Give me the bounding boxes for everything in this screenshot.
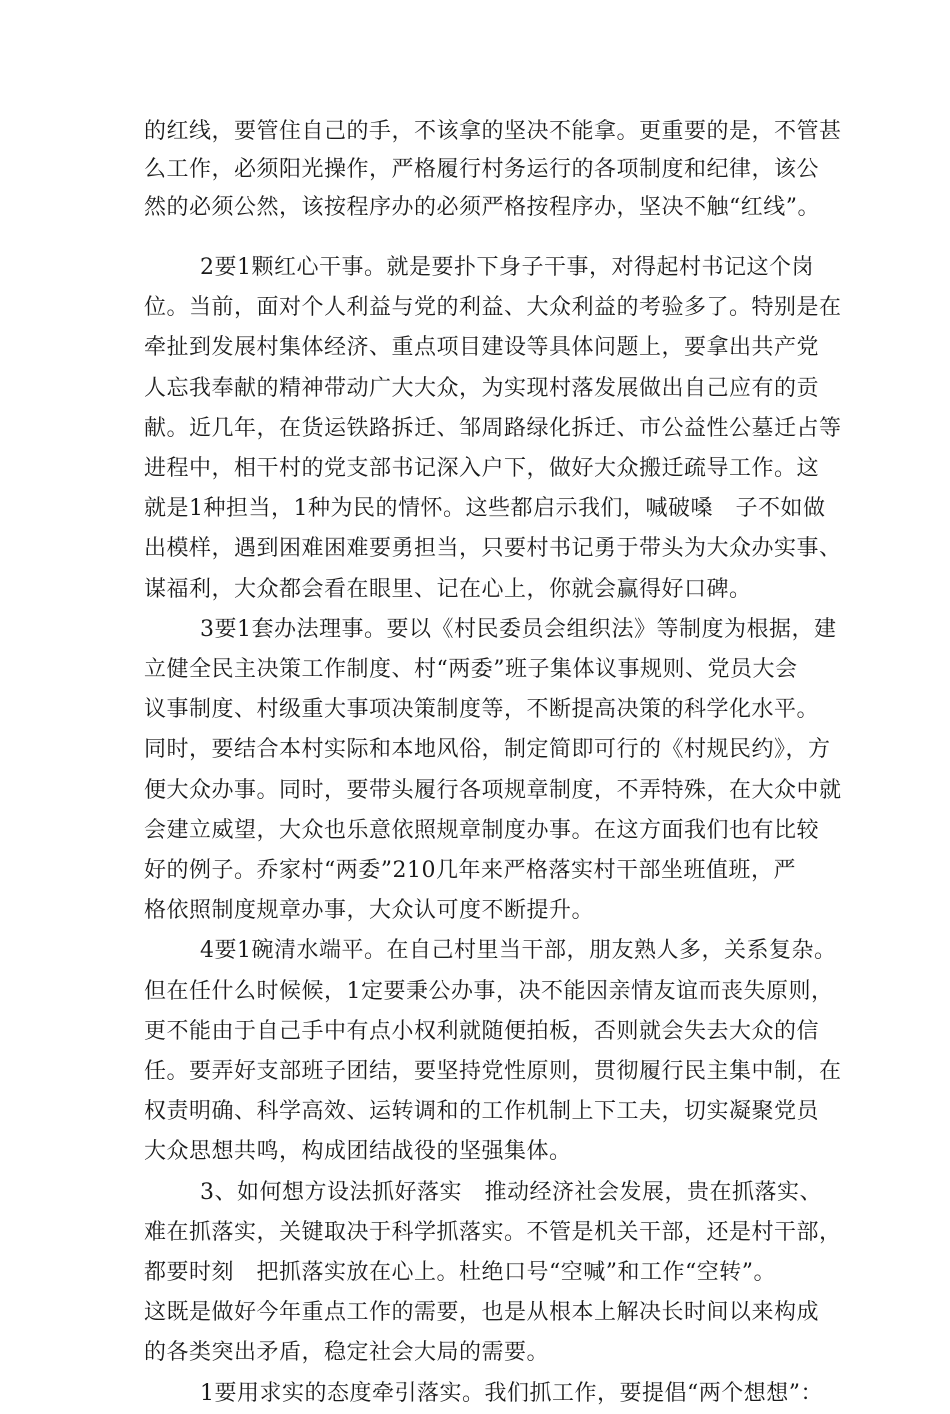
text-line: 更不能由于自己手中有点小权利就随便拍板，否则就会失去大众的信 (144, 1019, 820, 1044)
text-line: 的各类突出矛盾，稳定社会大局的需要。 (144, 1340, 550, 1365)
text-line: 么工作，必须阳光操作，严格履行村务运行的各项制度和纪律，该公 (144, 157, 820, 182)
paragraph-start: 1要用求实的态度牵引落实。我们抓工作，要提倡“两个想想”： (200, 1381, 823, 1406)
text-line: 出模样，遇到困难困难要勇担当，只要村书记勇于带头为大众办实事、 (144, 536, 842, 561)
paragraph-start: 3、如何想方设法抓好落实 推动经济社会发展，贵在抓落实、 (200, 1180, 822, 1205)
text-line: 大众思想共鸣，构成团结战役的坚强集体。 (144, 1139, 572, 1164)
text-line: 好的例子。乔家村“两委”210几年来严格落实村干部坐班值班，严 (144, 858, 796, 883)
text-line: 立健全民主决策工作制度、村“两委”班子集体议事规则、党员大会 (144, 657, 798, 682)
paragraph-start: 4要1碗清水端平。在自己村里当干部，朋友熟人多，关系复杂。 (200, 938, 837, 963)
text-line: 议事制度、村级重大事项决策制度等，不断提高决策的科学化水平。 (144, 697, 820, 722)
text-line: 就是1种担当，1种为民的情怀。这些都启示我们，喊破嗓 子不如做 (144, 496, 826, 521)
text-line: 的红线，要管住自己的手，不该拿的坚决不能拿。更重要的是，不管甚 (144, 119, 842, 144)
text-line: 位。当前，面对个人利益与党的利益、大众利益的考验多了。特别是在 (144, 295, 842, 320)
text-line: 权责明确、科学高效、运转调和的工作机制上下工夫，切实凝聚党员 (144, 1099, 820, 1124)
text-line: 牵扯到发展村集体经济、重点项目建设等具体问题上，要拿出共产党 (144, 335, 820, 360)
text-line: 这既是做好今年重点工作的需要，也是从根本上解决长时间以来构成 (144, 1300, 820, 1325)
text-line: 然的必须公然，该按程序办的必须严格按程序办，坚决不触“红线”。 (144, 195, 820, 220)
paragraph-start: 2要1颗红心干事。就是要扑下身子干事，对得起村书记这个岗 (200, 255, 814, 280)
text-line: 任。要弄好支部班子团结，要坚持党性原则，贯彻履行民主集中制，在 (144, 1059, 842, 1084)
text-line: 难在抓落实，关键取决于科学抓落实。不管是机关干部，还是村干部， (144, 1220, 842, 1245)
text-line: 进程中，相干村的党支部书记深入户下，做好大众搬迁疏导工作。这 (144, 456, 820, 481)
text-line: 人忘我奉献的精神带动广大大众，为实现村落发展做出自己应有的贡 (144, 376, 820, 401)
text-line: 会建立威望，大众也乐意依照规章制度办事。在这方面我们也有比较 (144, 818, 820, 843)
text-line: 格依照制度规章办事，大众认可度不断提升。 (144, 898, 595, 923)
text-line: 献。近几年，在货运铁路拆迁、邹周路绿化拆迁、市公益性公墓迁占等 (144, 416, 842, 441)
text-line: 都要时刻 把抓落实放在心上。杜绝口号“空喊”和工作“空转”。 (144, 1260, 776, 1285)
text-line: 便大众办事。同时，要带头履行各项规章制度，不弄特殊，在大众中就 (144, 778, 842, 803)
paragraph-start: 3要1套办法理事。要以《村民委员会组织法》等制度为根据，建 (200, 617, 837, 642)
text-line: 同时，要结合本村实际和本地风俗，制定简即可行的《村规民约》，方 (144, 737, 831, 762)
text-line: 但在任什么时候候，1定要秉公办事，决不能因亲情友谊而丧失原则， (144, 979, 834, 1004)
text-line: 谋福利，大众都会看在眼里、记在心上，你就会赢得好口碑。 (144, 577, 752, 602)
